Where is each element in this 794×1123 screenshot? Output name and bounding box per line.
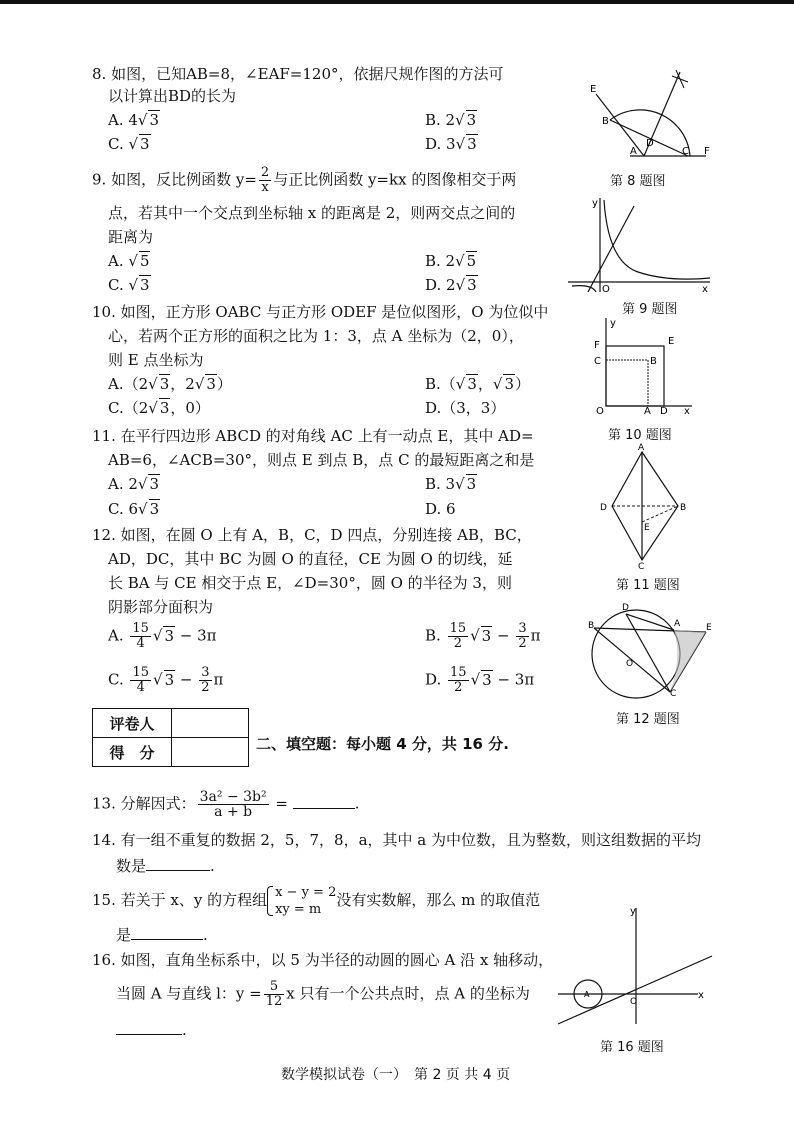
score-label: 得 分 — [93, 738, 172, 767]
q14-answer-blank[interactable] — [146, 856, 210, 871]
fig8-label-d: D — [646, 138, 654, 149]
fig10-label-y: y — [610, 318, 616, 329]
q10-option-a[interactable]: A.（2√ 3，2√ 3） — [108, 375, 232, 393]
q14-line2: 数是 . — [116, 857, 215, 875]
q10-option-c[interactable]: C.（2√ 3，0） — [108, 399, 210, 417]
fig16-label-x: x — [698, 990, 704, 1001]
q8-option-d[interactable]: D. 3√ 3 — [425, 135, 477, 153]
fig10-label-o: O — [596, 406, 604, 414]
fig8-label-b: B — [602, 116, 609, 127]
q9-option-a[interactable]: A. √ 5 — [108, 252, 150, 270]
q9-option-d[interactable]: D. 2√ 3 — [425, 276, 477, 294]
fig12-label-c: C — [670, 689, 677, 699]
q8-line1: 8. 如图，已知AB=8，∠EAF=120°，依据尺规作图的方法可 — [92, 65, 504, 83]
fig12-label-d: D — [622, 603, 629, 613]
fig12-caption: 第 12 题图 — [616, 712, 680, 727]
q8-option-c[interactable]: C. √ 3 — [108, 135, 150, 153]
q12-option-c[interactable]: C. $\frac{15}{4}$ √ 3 − $\frac{3}{2}$ π — [108, 665, 224, 695]
q15-equation-system: x − y = 2 xy = m — [267, 884, 336, 918]
grader-label: 评卷人 — [93, 709, 172, 738]
q15-line2: 是 . — [116, 926, 208, 944]
q10-line3: 则 E 点坐标为 — [108, 351, 204, 369]
fig12-label-a: A — [674, 619, 681, 629]
q9-line3: 距离为 — [108, 228, 154, 246]
fig11-label-c: C — [638, 562, 645, 570]
fig10-caption: 第 10 题图 — [608, 428, 672, 443]
q11-line2: AB=6，∠ACB=30°，则点 E 到点 B，点 C 的最短距离之和是 — [108, 451, 535, 469]
fig8-label-f: F — [704, 146, 710, 157]
fig8-caption: 第 8 题图 — [610, 174, 666, 189]
q12-line2: AD，DC，其中 BC 为圆 O 的直径，CE 为圆 O 的切线，延 — [108, 550, 513, 568]
fig11-label-a: A — [638, 443, 645, 453]
fig10-label-f: F — [594, 340, 600, 351]
q9-option-b[interactable]: B. 2√ 5 — [425, 252, 477, 270]
figure-8 — [578, 68, 718, 160]
q9-option-c[interactable]: C. √ 3 — [108, 276, 150, 294]
q8-option-a[interactable]: A. 4√ 3 — [108, 111, 160, 129]
q16-line2: 当圆 A 与直线 l：y = $\frac{5}{12}$ x 只有一个公共点时，点 A 的坐标为 — [116, 979, 530, 1009]
q13: 13. 分解因式： $\frac{\text{3a² − 3b²}}{a + b}$ = . — [92, 789, 360, 820]
q16-answer-blank[interactable] — [116, 1020, 182, 1035]
fig12-label-b: B — [588, 621, 595, 631]
figure-9 — [568, 192, 718, 292]
fig9-label-y: y — [592, 198, 598, 209]
q16-line1: 16. 如图，直角坐标系中，以 5 为半径的动圆的圆心 A 沿 x 轴移动， — [92, 951, 554, 969]
page-footer: 数学模拟试卷（一） 第 2 页 共 4 页 — [281, 1067, 511, 1083]
q11-option-d[interactable]: D. 6 — [425, 500, 456, 518]
q8-line2: 以计算出BD的长为 — [108, 87, 237, 105]
q10-line2: 心，若两个正方形的面积之比为 1：3，点 A 坐标为（2，0）， — [108, 327, 524, 345]
q16-line3: . — [116, 1020, 187, 1040]
q13-answer-blank[interactable] — [293, 794, 355, 809]
q8-option-b[interactable]: B. 2√ 3 — [425, 111, 477, 129]
fig10-label-x: x — [684, 406, 690, 414]
top-border — [0, 0, 794, 4]
q12-option-a[interactable]: A. $\frac{15}{4}$ √ 3 − 3π — [108, 621, 217, 651]
fig10-label-c: C — [594, 356, 601, 367]
q12-line3: 长 BA 与 CE 相交于点 E，∠D=30°，圆 O 的半径为 3，则 — [108, 574, 512, 592]
q15-line1: 15. 若关于 x、y 的方程组 x − y = 2 xy = m 没有实数解，那么 m 的取值范 — [92, 885, 541, 917]
fig9-label-o: O — [602, 284, 610, 292]
fig11-label-d: D — [600, 503, 607, 513]
q15-answer-blank[interactable] — [131, 925, 203, 940]
figure-10 — [592, 314, 702, 414]
q14-line1: 14. 有一组不重复的数据 2，5，7，8，a，其中 a 为中位数，且为整数，则这组数据的平均 — [92, 831, 701, 849]
q10-option-b[interactable]: B.（√ 3，√ 3） — [425, 375, 531, 393]
score-cell[interactable] — [172, 738, 249, 767]
q9-line2: 点，若其中一个交点到坐标轴 x 的距离是 2，则两交点之间的 — [108, 204, 516, 222]
fig16-label-o: O — [630, 997, 638, 1007]
fig11-caption: 第 11 题图 — [616, 578, 680, 593]
fig12-label-o: O — [626, 659, 634, 669]
q11-line1: 11. 在平行四边形 ABCD 的对角线 AC 上有一动点 E，其中 AD= — [92, 427, 534, 445]
fig10-label-e: E — [668, 336, 675, 347]
q10-option-d[interactable]: D.（3，3） — [425, 399, 506, 417]
q9-fraction: $\frac{2}{x}$ — [260, 165, 270, 195]
fig9-caption: 第 9 题图 — [622, 302, 678, 317]
fig16-caption: 第 16 题图 — [600, 1040, 664, 1055]
fig10-label-b: B — [650, 356, 657, 367]
grader-cell[interactable] — [172, 709, 249, 738]
fig8-label-a: A — [630, 146, 637, 157]
fig11-label-e: E — [644, 523, 650, 533]
fig8-label-e: E — [590, 84, 597, 95]
figure-12 — [586, 600, 716, 700]
figure-11 — [596, 442, 692, 570]
fig10-label-a: A — [644, 406, 651, 414]
fig9-label-x: x — [702, 284, 708, 292]
q11-option-b[interactable]: B. 3√ 3 — [425, 475, 477, 493]
fig12-label-e: E — [706, 623, 712, 633]
fig11-label-b: B — [680, 503, 687, 513]
q11-option-a[interactable]: A. 2√ 3 — [108, 475, 160, 493]
q12-line4: 阴影部分面积为 — [108, 598, 214, 616]
figure-16 — [552, 904, 716, 1028]
q12-option-d[interactable]: D. $\frac{15}{2}$ √ 3 − 3π — [425, 665, 535, 695]
q9-line1: 9. 如图，反比例函数 y= $\frac{2}{x}$ 与正比例函数 y=kx 的图像相交于两 — [92, 165, 517, 195]
grading-table — [92, 708, 249, 767]
fig16-label-y: y — [630, 906, 636, 917]
section-2-heading: 二、填空题：每小题 4 分，共 16 分. — [256, 735, 509, 753]
fig8-label-c: C — [682, 146, 689, 157]
q12-option-b[interactable]: B. $\frac{15}{2}$ √ 3 − $\frac{3}{2}$ π — [425, 621, 541, 651]
q10-line1: 10. 如图，正方形 OABC 与正方形 ODEF 是位似图形，O 为位似中 — [92, 303, 549, 321]
fig16-label-a: A — [584, 990, 590, 999]
q12-line1: 12. 如图，在圆 O 上有 A，B，C，D 四点，分别连接 AB，BC， — [92, 526, 532, 544]
fig10-label-d: D — [660, 406, 668, 414]
q11-option-c[interactable]: C. 6√ 3 — [108, 500, 160, 518]
